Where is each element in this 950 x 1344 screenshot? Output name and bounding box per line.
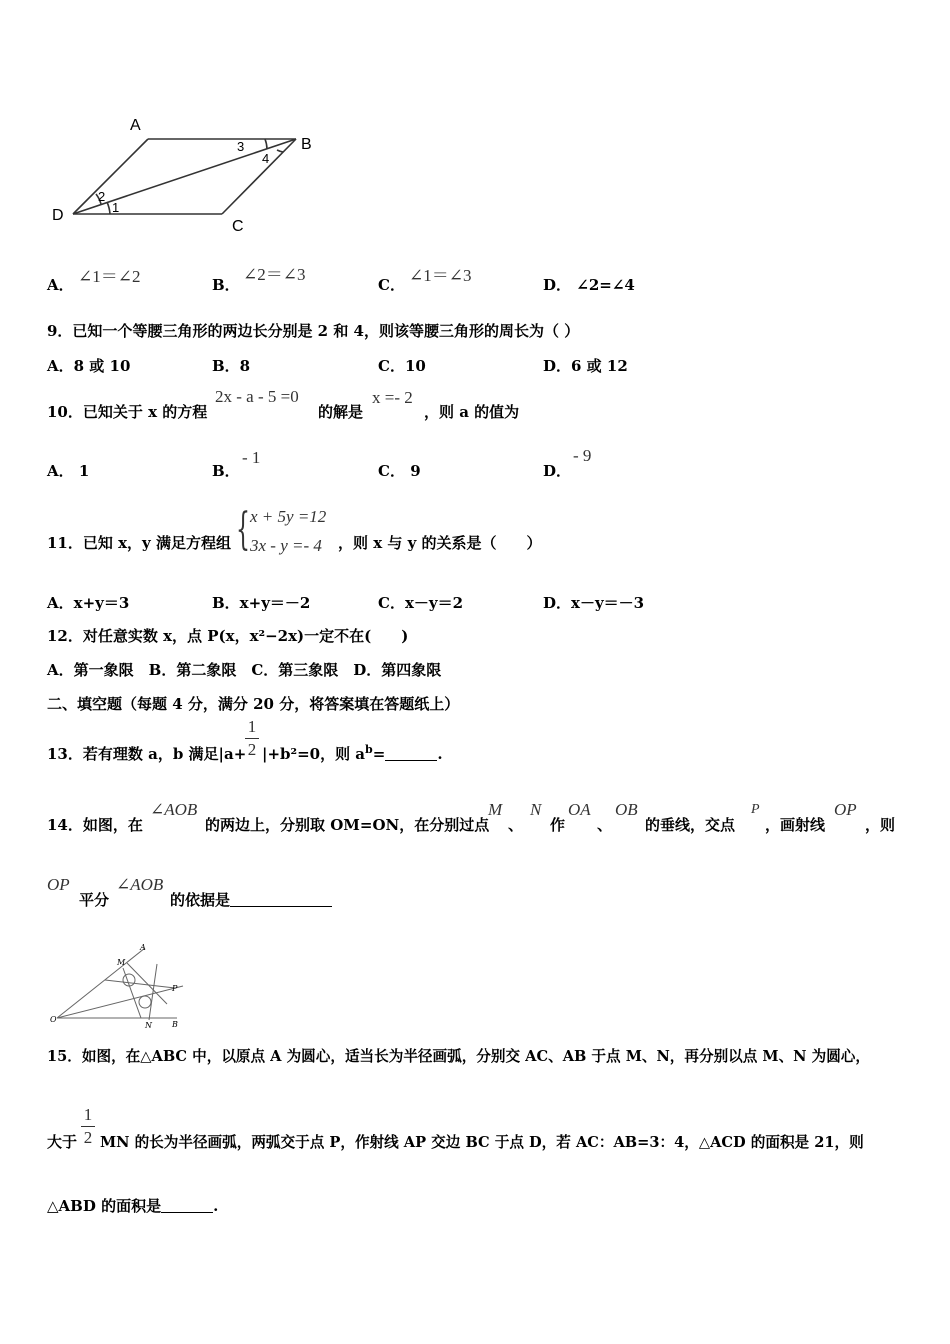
q15-line-2-pre: 大于 bbox=[47, 1133, 78, 1151]
q8-option-c[interactable] bbox=[378, 274, 405, 295]
q15-line-1: 15．如图，在△ABC 中，以原点 A 为圆心，适当长为半径画弧，分别交 AC、AB 于点 M、N，再分别以点 M、N 为圆心， bbox=[47, 1048, 870, 1065]
side-ad bbox=[73, 139, 148, 214]
label-c: C bbox=[232, 218, 244, 235]
option-value: 9 bbox=[410, 462, 421, 480]
q14-math-oa: OA bbox=[568, 800, 591, 819]
q10-stem-pre: 10．已知关于 x 的方程 bbox=[47, 403, 208, 421]
fig2-label-o: O bbox=[50, 1015, 57, 1024]
q12-stem: 12．对任意实数 x，点 P(x，x²−2x)一定不在( ) bbox=[47, 627, 409, 645]
q14-math-p: P bbox=[751, 802, 760, 817]
q10-stem-post: ，则 a 的值为 bbox=[424, 403, 520, 421]
option-letter: A． bbox=[47, 462, 74, 480]
fraction-numerator: 1 bbox=[83, 1105, 93, 1124]
q15-answer-blank[interactable] bbox=[161, 1198, 213, 1213]
q14-basis-text: 的依据是 bbox=[170, 891, 231, 909]
q15-question: △ABD 的面积是 bbox=[47, 1197, 162, 1215]
right-angle-mark-2 bbox=[139, 996, 151, 1008]
fig2-label-p: P bbox=[172, 984, 178, 993]
fig2-label-n: N bbox=[145, 1021, 152, 1030]
q10-option-b[interactable] bbox=[212, 460, 240, 481]
q11-equation-1: x + 5y =12 bbox=[250, 507, 327, 526]
side-bc bbox=[222, 139, 296, 214]
q15-line-2: MN 的长为半径画弧，两弧交于点 P，作射线 AP 交边 BC 于点 D，若 AC：AB=3：4，△ACD 的面积是 21，则 bbox=[100, 1134, 864, 1151]
q13-superscript: b bbox=[365, 743, 373, 756]
q13-stem-pre: 13．若有理数 a，b 满足|a+ bbox=[47, 745, 247, 763]
label-angle-1: 1 bbox=[112, 200, 120, 215]
label-d: D bbox=[52, 207, 64, 224]
q11-option-c[interactable]: C．x－y＝2 bbox=[378, 594, 464, 612]
q8-option-b[interactable] bbox=[212, 274, 240, 295]
q15-line-3 bbox=[47, 1195, 218, 1216]
q12-options[interactable]: A．第一象限 B．第二象限 C．第三象限 D．第四象限 bbox=[47, 661, 442, 679]
option-letter: A． bbox=[47, 276, 74, 294]
q11-stem-pre: 11．已知 x，y 满足方程组 bbox=[47, 534, 231, 552]
q14-math-ob: OB bbox=[615, 800, 638, 819]
q10-option-c[interactable] bbox=[378, 460, 421, 481]
q14-text-2: 的两边上，分别取 OM=ON，在分别过点 bbox=[205, 816, 490, 834]
q14-text-3: 、 bbox=[508, 816, 524, 834]
q14-math-op-2: OP bbox=[47, 875, 70, 894]
q14-math-op: OP bbox=[834, 800, 857, 819]
label-angle-2: 2 bbox=[98, 189, 106, 204]
q8-option-d[interactable] bbox=[543, 274, 635, 295]
fig2-label-a: A bbox=[140, 943, 146, 952]
q14-text-6: 的垂线，交点 bbox=[645, 816, 736, 834]
fig2-label-m: M bbox=[117, 958, 126, 967]
q11-system-brace: { bbox=[236, 504, 250, 555]
q14-text-5: 、 bbox=[597, 816, 613, 834]
q14-text-10 bbox=[170, 889, 332, 910]
q8-option-b-expr: ∠2＝∠3 bbox=[243, 265, 306, 284]
fraction-denominator: 2 bbox=[83, 1128, 93, 1147]
q8-option-a[interactable] bbox=[47, 274, 74, 295]
option-letter: D． bbox=[543, 462, 572, 480]
q13-answer-blank[interactable] bbox=[385, 746, 437, 761]
figure-angle-bisector bbox=[45, 938, 195, 1033]
q13-text: |+b²=0，则 a bbox=[262, 745, 366, 763]
fraction-numerator: 1 bbox=[247, 717, 257, 736]
q13-equals: = bbox=[372, 745, 386, 763]
q14-text-7: ，画射线 bbox=[765, 816, 826, 834]
q10-option-d-value: - 9 bbox=[573, 446, 592, 465]
label-a: A bbox=[130, 117, 141, 134]
angle-arc-3 bbox=[265, 139, 267, 149]
q15-end: . bbox=[213, 1197, 219, 1215]
q15-fraction bbox=[81, 1104, 95, 1149]
q13-end: . bbox=[437, 745, 443, 763]
option-letter: D． bbox=[543, 276, 572, 294]
q11-stem-post: ，则 x 与 y 的关系是（ ） bbox=[338, 534, 542, 552]
figure-parallelogram bbox=[40, 108, 340, 238]
q11-equation-2: 3x - y =- 4 bbox=[250, 536, 322, 555]
label-angle-3: 3 bbox=[237, 139, 245, 154]
label-b: B bbox=[301, 136, 312, 153]
angle-arc-4 bbox=[277, 150, 283, 152]
q9-option-a[interactable]: A．8 或 10 bbox=[47, 357, 131, 375]
option-letter: B． bbox=[212, 462, 240, 480]
option-letter: C． bbox=[378, 276, 405, 294]
label-angle-4: 4 bbox=[262, 151, 270, 166]
q9-option-c[interactable]: C．10 bbox=[378, 357, 426, 375]
q10-option-d[interactable] bbox=[543, 460, 571, 481]
fraction-denominator: 2 bbox=[247, 740, 257, 759]
section-heading-fill-in: 二、填空题（每题 4 分，满分 20 分，将答案填在答题纸上） bbox=[47, 695, 460, 713]
q14-text-1: 14．如图，在 bbox=[47, 816, 143, 834]
q10-option-b-value: - 1 bbox=[242, 448, 261, 467]
q14-answer-blank[interactable] bbox=[230, 892, 332, 907]
q14-math-m: M bbox=[488, 800, 503, 819]
q9-option-d[interactable]: D．6 或 12 bbox=[543, 357, 628, 375]
q14-math-aob-2: ∠AOB bbox=[116, 875, 164, 894]
option-expr: ∠2=∠4 bbox=[576, 276, 635, 294]
q11-option-b[interactable]: B．x+y＝－2 bbox=[212, 594, 311, 612]
option-value: 1 bbox=[78, 462, 90, 480]
fig2-label-b: B bbox=[172, 1020, 178, 1029]
q14-text-8: ，则 bbox=[865, 816, 896, 834]
option-letter: C． bbox=[378, 462, 405, 480]
q14-math-aob: ∠AOB bbox=[150, 800, 198, 819]
q11-option-a[interactable]: A．x+y＝3 bbox=[47, 594, 130, 612]
q10-solution: x =- 2 bbox=[372, 388, 413, 407]
ray-op bbox=[57, 986, 183, 1018]
q13-fraction bbox=[245, 716, 259, 761]
q10-stem-mid: 的解是 bbox=[318, 403, 364, 421]
q11-option-d[interactable]: D．x－y＝－3 bbox=[543, 594, 645, 612]
q8-option-c-expr: ∠1＝∠3 bbox=[409, 266, 472, 285]
q9-stem: 9．已知一个等腰三角形的两边长分别是 2 和 4，则该等腰三角形的周长为（ ） bbox=[47, 322, 580, 340]
q9-option-b[interactable]: B．8 bbox=[212, 357, 251, 375]
option-letter: B． bbox=[212, 276, 240, 294]
q13-stem-post bbox=[262, 743, 443, 764]
q10-equation: 2x - a - 5 =0 bbox=[215, 387, 299, 406]
q14-text-9: 平分 bbox=[79, 891, 110, 909]
angle-arc-1 bbox=[107, 202, 110, 214]
q10-option-a[interactable] bbox=[47, 460, 89, 481]
q8-option-a-expr: ∠1＝∠2 bbox=[78, 267, 141, 286]
q14-math-n: N bbox=[530, 800, 542, 819]
q14-text-4: 作 bbox=[550, 816, 566, 834]
